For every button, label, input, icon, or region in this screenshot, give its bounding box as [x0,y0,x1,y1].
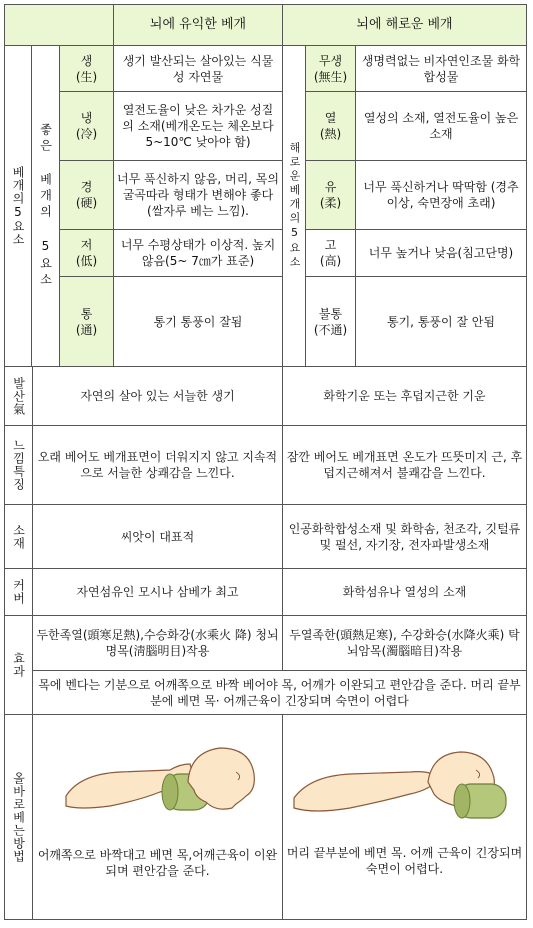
good-item-2-name: 냉 (冷) [59,91,114,161]
method-bad-text: 머리 끝부분에 베면 목. 어깨 근육이 긴장되며 숙면이 어렵다. [286,846,523,876]
bad-item-3-name: 유 (柔) [305,160,356,230]
method-label: 올바로베는방법 [4,714,33,920]
bad-item-5-name: 불통 (不通) [305,276,356,367]
good-five-elements-label: 좋은 베개의 5요소 [32,45,60,367]
feeling-good: 오래 베어도 베개표면이 더워지지 않고 지속적으로 서늘한 상쾌감을 느낀다. [32,425,283,505]
bad-pillow-end [454,784,470,818]
good-item-5-name: 통 (通) [59,276,114,367]
cover-bad: 화학섬유나 열성의 소재 [282,568,527,616]
effect-label: 효과 [4,615,33,715]
method-good-text: 어깨쪽으로 바짝대고 베면 목,어깨근육이 이완되며 편안감을 준다. [37,848,278,878]
bad-item-2-desc: 열성의 소재, 열전도율이 높은 소재 [355,91,527,161]
bad-item-2-name: 열 (熱) [305,91,356,161]
header-good: 뇌에 유익한 베개 [113,4,283,46]
bad-pillow-illustration [290,742,512,824]
emission-good: 자연의 살아 있는 서늘한 생기 [32,366,283,426]
effect-note: 목에 벤다는 기분으로 어깨쪽으로 바짝 베어야 목, 어깨가 이완되고 편안감을 준다. 머리 끝부분에 베면 목· 어깨근육이 긴장되며 숙면이 어렵다 [32,670,527,715]
material-label: 소재 [4,504,33,569]
good-pillow-end [162,774,178,810]
material-bad: 인공화학합성소재 및 화학솜, 천조각, 깃털류 및 펄선, 자기장, 전자파발생소재 [282,504,527,569]
good-item-4-desc: 너무 수평상태가 이상적. 높지 않음(5~ 7㎝가 표준) [113,229,283,277]
cover-good: 자연섬유인 모시나 삼베가 최고 [32,568,283,616]
header-bad: 뇌에 해로운 베개 [282,4,527,46]
bad-item-1-desc: 생명력없는 비자연인조물 화학합성물 [355,45,527,92]
effect-good: 두한족열(頭寒足熱),수승화강(水乘火 降) 청뇌명목(淸腦明目)작용 [32,615,283,671]
five-elements-label: 베개의5요소 [4,45,32,367]
bad-item-3-desc: 너무 푹신하거나 딱딱함 (경추이상, 숙면장애 초래) [355,160,527,230]
good-item-3-name: 경 (硬) [59,160,114,230]
emission-bad: 화학기운 또는 후덥지근한 기운 [282,366,527,426]
good-item-3-desc: 너무 푹신하지 않음, 머리, 목의 굴곡따라 형태가 변해야 좋다(쌀자루 베는 느낌). [113,160,283,230]
material-good: 씨앗이 대표적 [32,504,283,569]
emission-label: 발산氣 [4,366,33,426]
good-item-1-desc: 생기 발산되는 살아있는 식물성 자연물 [113,45,283,92]
bad-item-4-name: 고 (高) [305,229,356,277]
bad-body-shape [294,772,440,811]
good-item-1-name: 생 (生) [59,45,114,92]
good-pillow-illustration [60,734,260,824]
bad-item-4-desc: 너무 높거나 낮음(침고단명) [355,229,527,277]
bad-five-elements-label: 해로운베개의5요소 [282,45,306,367]
header-blank [4,4,114,46]
bad-item-5-desc: 통기, 통풍이 잘 안됨 [355,276,527,367]
good-item-4-name: 저 (低) [59,229,114,277]
effect-bad: 두열족한(頭熱足寒), 수강화승(水降火乘) 탁뇌암목(濁腦暗目)작용 [282,615,527,671]
good-item-2-desc: 열전도율이 낮은 차가운 성질의 소재(베개온도는 체온보다 5~10℃ 낮아야 함) [113,91,283,161]
cover-label: 커버 [4,568,33,616]
good-item-5-desc: 통기 통풍이 잘됨 [113,276,283,367]
feeling-label: 느낌특징 [4,425,33,505]
feeling-bad: 잠깐 베어도 베개표면 온도가 뜨뜻미지 근, 후덥지근해져서 불쾌감을 느낀다. [282,425,527,505]
bad-item-1-name: 무생 (無生) [305,45,356,92]
